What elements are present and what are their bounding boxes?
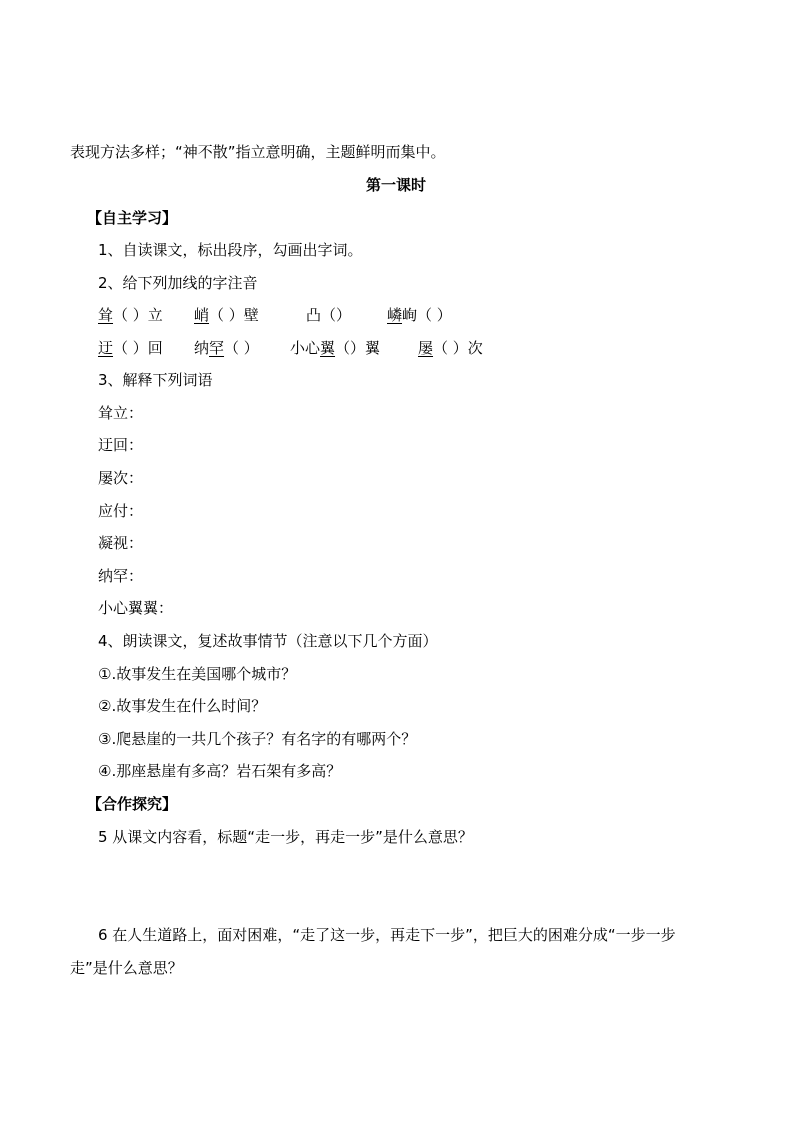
section-heading-self-study: 【自主学习】	[87, 209, 178, 227]
vocab-item: 耸立：	[98, 404, 144, 422]
pinyin-item: 耸（ ）立	[98, 306, 163, 324]
pinyin-item: 凸（）	[306, 306, 352, 324]
sub-question: ④.那座悬崖有多高？岩石架有多高？	[98, 762, 342, 780]
sub-question: ③.爬悬崖的一共几个孩子？有名字的有哪两个？	[98, 730, 417, 748]
intro-line: 表现方法多样；“神不散”指立意明确，主题鲜明而集中。	[70, 143, 446, 161]
pinyin-item: 小心翼（）翼	[290, 339, 381, 357]
pinyin-item: 纳罕（ ）	[194, 339, 259, 357]
section-heading-cooperate: 【合作探究】	[87, 795, 178, 813]
pinyin-item: 峭（ ）壁	[194, 306, 259, 324]
vocab-item: 屡次：	[98, 469, 144, 487]
item-4: 4、朗读课文，复述故事情节（注意以下几个方面）	[98, 632, 438, 650]
item-2: 2、给下列加线的字注音	[98, 274, 258, 292]
vocab-item: 小心翼翼：	[98, 599, 174, 617]
item-3: 3、解释下列词语	[98, 371, 213, 389]
pinyin-item: 屡（ ）次	[418, 339, 483, 357]
vocab-item: 应付：	[98, 502, 144, 520]
item-6-line-2: 走”是什么意思？	[70, 959, 183, 977]
item-1: 1、自读课文，标出段序，勾画出字词。	[98, 241, 363, 259]
lesson-title: 第一课时	[366, 176, 427, 194]
sub-question: ②.故事发生在什么时间？	[98, 697, 267, 715]
pinyin-item: 迂（ ）回	[98, 339, 163, 357]
item-5: 5 从课文内容看，标题“走一步，再走一步”是什么意思？	[98, 828, 473, 846]
item-6-line-1: 6 在人生道路上，面对困难，“走了这一步，再走下一步”，把巨大的困难分成“一步一步	[98, 926, 676, 944]
sub-question: ①.故事发生在美国哪个城市？	[98, 665, 297, 683]
vocab-item: 纳罕：	[98, 567, 144, 585]
vocab-item: 凝视：	[98, 534, 144, 552]
vocab-item: 迂回：	[98, 436, 144, 454]
pinyin-item: 嶙峋（ ）	[387, 306, 452, 324]
